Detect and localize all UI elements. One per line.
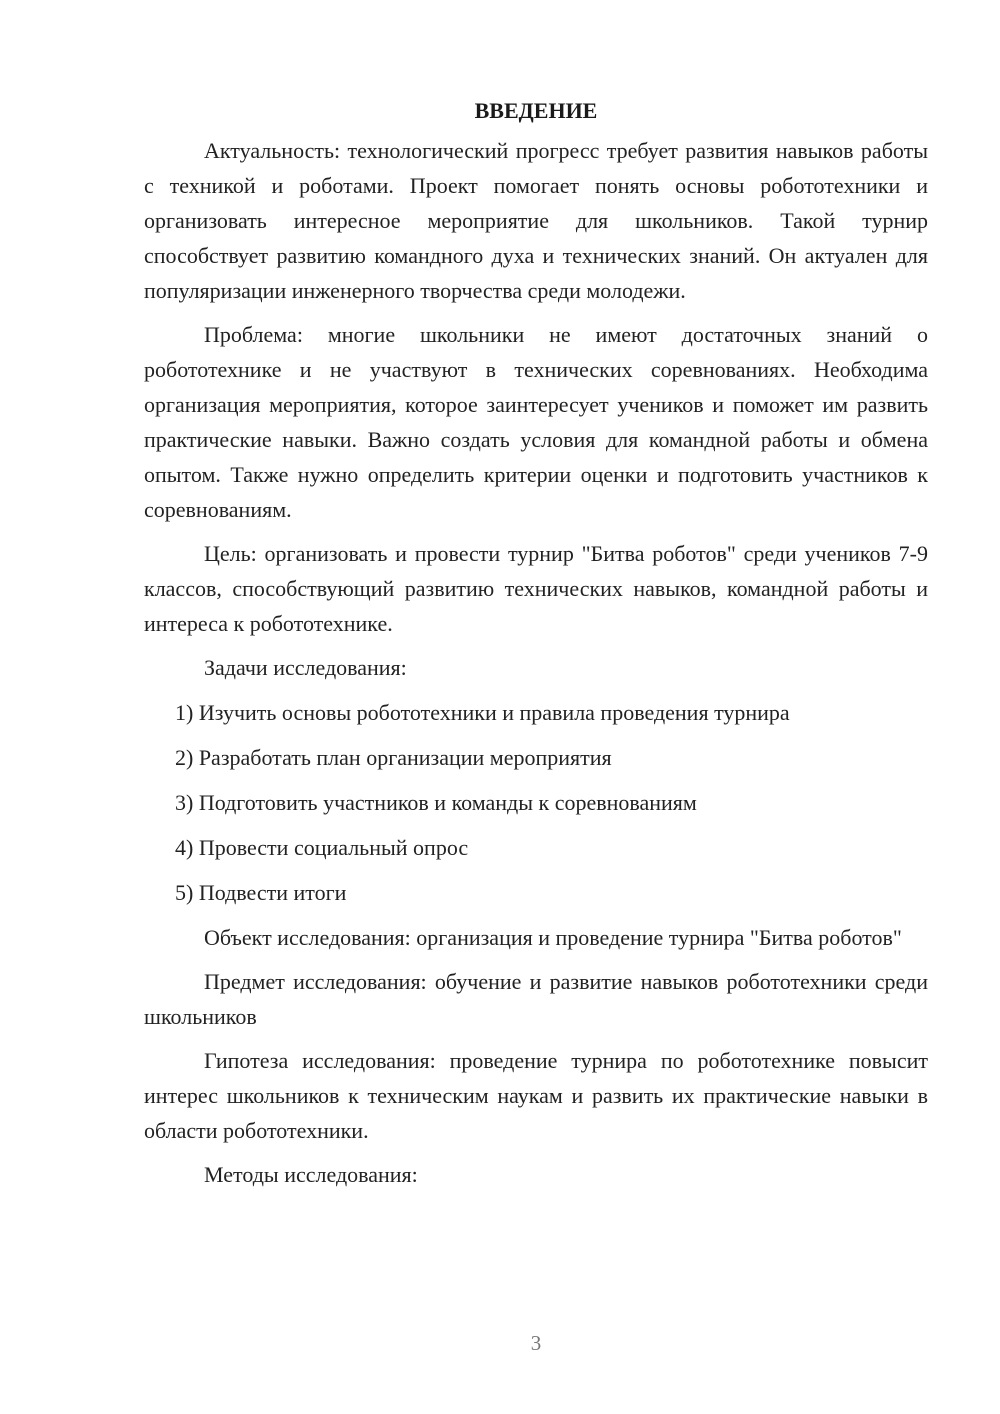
task-item-4: 4) Провести социальный опрос — [175, 835, 469, 860]
subject-paragraph: Предмет исследования: обучение и развитие навыков робототехники среди школьников — [144, 969, 928, 1029]
section-heading: ВВЕДЕНИЕ — [474, 98, 598, 123]
problem-paragraph: Проблема: многие школьники не имеют достаточных знаний о робототехнике и не участвуют в технических соревнованиях. Необходима организация мероприятия, которое заинтересует учеников и поможет им развить практические навыки. Важно создать условия для командной работы и обмена опытом. Также нужно определить критерии оценки и подготовить участников к соревнованиям. — [144, 322, 928, 522]
hypothesis-paragraph: Гипотеза исследования: проведение турнира по робототехнике повысит интерес школьников к техническим наукам и развить их практические навыки в области робототехники. — [144, 1048, 928, 1143]
methods-title: Методы исследования: — [204, 1162, 418, 1187]
page-number: 3 — [530, 1331, 542, 1355]
relevance-paragraph: Актуальность: технологический прогресс требует развития навыков работы с техникой и роботами. Проект помогает понять основы робототехники и организовать интересное мероприятие для школьников. Такой турнир способствует развитию командного духа и технических знаний. Он актуален для популяризации инженерного творчества среди молодежи. — [144, 138, 928, 303]
goal-paragraph: Цель: организовать и провести турнир "Битва роботов" среди учеников 7-9 классов, способствующий развитию технических навыков, командной работы и интереса к робототехнике. — [144, 541, 928, 636]
task-item-2: 2) Разработать план организации мероприятия — [175, 745, 612, 770]
task-item-3: 3) Подготовить участников и команды к соревнованиям — [175, 790, 697, 815]
task-item-1: 1) Изучить основы робототехники и правила проведения турнира — [175, 700, 790, 725]
page-content — [144, 93, 928, 1202]
tasks-title: Задачи исследования: — [204, 655, 407, 680]
object-paragraph: Объект исследования: организация и проведение турнира "Битва роботов" — [204, 925, 902, 950]
task-item-5: 5) Подвести итоги — [175, 880, 347, 905]
task-list — [144, 695, 928, 910]
